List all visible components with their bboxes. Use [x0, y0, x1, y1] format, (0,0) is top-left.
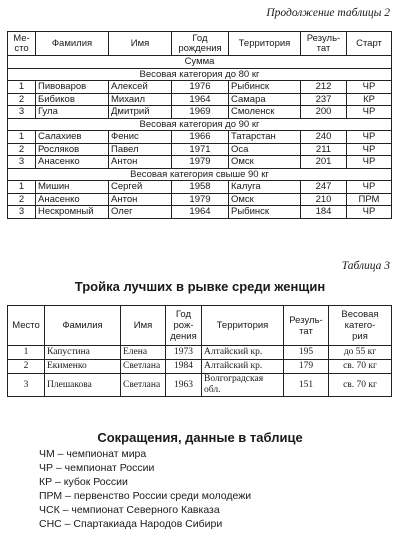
table-cell: Омск	[229, 156, 301, 169]
table-cell: 2	[8, 93, 36, 106]
weight-category-label: Весовая категория до 80 кг	[8, 68, 392, 81]
table-cell: Сергей	[109, 181, 172, 194]
table-cell: 179	[284, 360, 329, 374]
sum-row	[8, 56, 392, 69]
table-cell: 1	[8, 181, 36, 194]
table-cell: Мишин	[36, 181, 109, 194]
table-row	[8, 81, 392, 94]
abbreviation-item: СНС – Спартакиада Народов Сибири	[39, 518, 223, 530]
weight-category-row	[8, 68, 392, 81]
table-body	[8, 346, 392, 397]
table-cell: Алексей	[109, 81, 172, 94]
table-cell: Пивоваров	[36, 81, 109, 94]
table2-caption: Продолжение таблицы 2	[266, 7, 390, 19]
table-cell: 1984	[166, 360, 202, 374]
table-cell: св. 70 кг	[329, 360, 392, 374]
table-cell: ЧР	[347, 106, 392, 119]
column-header: Старт	[347, 32, 392, 56]
table-cell: ЧР	[347, 206, 392, 219]
column-header: Территория	[229, 32, 301, 56]
column-header: Имя	[109, 32, 172, 56]
table-cell: Оса	[229, 143, 301, 156]
table-cell: ЧР	[347, 156, 392, 169]
table-cell: Светлана	[121, 374, 166, 397]
women-snatch-table	[7, 305, 392, 397]
abbreviation-item: КР – кубок России	[39, 476, 128, 488]
table-cell: ЧР	[347, 181, 392, 194]
table-cell: ЧР	[347, 81, 392, 94]
table3-title: Тройка лучших в рывке среди женщин	[74, 279, 326, 294]
table-row	[8, 181, 392, 194]
weight-category-row	[8, 168, 392, 181]
column-header: Территория	[202, 306, 284, 346]
table-cell: 247	[301, 181, 347, 194]
column-header: Ме- сто	[8, 32, 36, 56]
table-cell: св. 70 кг	[329, 374, 392, 397]
column-header: Резуль- тат	[301, 32, 347, 56]
table-cell: 1971	[172, 143, 229, 156]
table-cell: 2	[8, 193, 36, 206]
table-cell: 195	[284, 346, 329, 360]
table-cell: 210	[301, 193, 347, 206]
abbreviation-item: ПРМ – первенство России среди молодежи	[39, 490, 252, 502]
table-row	[8, 206, 392, 219]
table-cell: 1958	[172, 181, 229, 194]
table-cell: КР	[347, 93, 392, 106]
table-cell: 1969	[172, 106, 229, 119]
table-cell: 200	[301, 106, 347, 119]
column-header: Весовая катего- рия	[329, 306, 392, 346]
table-cell: 3	[8, 374, 45, 397]
table-cell: до 55 кг	[329, 346, 392, 360]
table-cell: Бибиков	[36, 93, 109, 106]
table-cell: 151	[284, 374, 329, 397]
table-cell: 3	[8, 156, 36, 169]
table-row	[8, 131, 392, 144]
table-cell: 1973	[166, 346, 202, 360]
table-cell: Светлана	[121, 360, 166, 374]
table-cell: Гула	[36, 106, 109, 119]
column-header: Имя	[121, 306, 166, 346]
table-cell: Анасенко	[36, 193, 109, 206]
table-cell: Михаил	[109, 93, 172, 106]
table-cell: 1966	[172, 131, 229, 144]
table-row	[8, 193, 392, 206]
table-cell: 2	[8, 143, 36, 156]
table-cell: Алтайский кр.	[202, 346, 284, 360]
table-cell: Фенис	[109, 131, 172, 144]
weight-category-label: Весовая категория свыше 90 кг	[8, 168, 392, 181]
table-cell: Антон	[109, 193, 172, 206]
table-cell: 1979	[172, 193, 229, 206]
abbreviations-title: Сокращения, данные в таблице	[97, 430, 303, 445]
table-cell: 2	[8, 360, 45, 374]
table-cell: Омск	[229, 193, 301, 206]
results-table-continued	[7, 31, 392, 219]
column-header: Место	[8, 306, 45, 346]
table-cell: 3	[8, 206, 36, 219]
table-cell: 1	[8, 131, 36, 144]
table-row	[8, 374, 392, 397]
column-header: Год рождения	[172, 32, 229, 56]
weight-category-label: Весовая категория до 90 кг	[8, 118, 392, 131]
table-cell: Калуга	[229, 181, 301, 194]
table3-caption: Таблица 3	[341, 260, 390, 272]
table-cell: Олег	[109, 206, 172, 219]
table-cell: 1976	[172, 81, 229, 94]
table-cell: Капустина	[45, 346, 121, 360]
table-cell: 184	[301, 206, 347, 219]
table-cell: 1964	[172, 93, 229, 106]
table-cell: Павел	[109, 143, 172, 156]
table-cell: Рыбинск	[229, 206, 301, 219]
table-cell: Елена	[121, 346, 166, 360]
column-header: Фамилия	[36, 32, 109, 56]
table-cell: Анасенко	[36, 156, 109, 169]
table-cell: ПРМ	[347, 193, 392, 206]
abbreviations-list	[39, 447, 251, 531]
table-cell: 1	[8, 346, 45, 360]
table-cell: Плешакова	[45, 374, 121, 397]
table-cell: Волгоградская обл.	[202, 374, 284, 397]
table-row	[8, 93, 392, 106]
table-cell: 1979	[172, 156, 229, 169]
table-cell: 1963	[166, 374, 202, 397]
table-cell: 237	[301, 93, 347, 106]
table-row	[8, 360, 392, 374]
table-header-row	[8, 32, 392, 56]
table-cell: 1	[8, 81, 36, 94]
table-cell: 211	[301, 143, 347, 156]
table-cell: 240	[301, 131, 347, 144]
table-cell: Нескромный	[36, 206, 109, 219]
table-cell: 201	[301, 156, 347, 169]
table-body	[8, 56, 392, 219]
abbreviation-item: ЧСК – чемпионат Северного Кавказа	[39, 504, 220, 516]
column-header: Год рож- дения	[166, 306, 202, 346]
table-cell: 212	[301, 81, 347, 94]
abbreviation-item: ЧР – чемпионат России	[39, 462, 155, 474]
table-cell: Росляков	[36, 143, 109, 156]
table-header-row	[8, 306, 392, 346]
abbreviation-item: ЧМ – чемпионат мира	[39, 448, 147, 460]
table-cell: ЧР	[347, 143, 392, 156]
column-header: Фамилия	[45, 306, 121, 346]
table-row	[8, 143, 392, 156]
column-header: Резуль- тат	[284, 306, 329, 346]
table-cell: Антон	[109, 156, 172, 169]
table-cell: Самара	[229, 93, 301, 106]
table-cell: Екименко	[45, 360, 121, 374]
table-cell: Салахиев	[36, 131, 109, 144]
table-cell: 3	[8, 106, 36, 119]
table-row	[8, 156, 392, 169]
table-row	[8, 346, 392, 360]
table-cell: ЧР	[347, 131, 392, 144]
table-cell: Дмитрий	[109, 106, 172, 119]
table-row	[8, 106, 392, 119]
table-cell: Рыбинск	[229, 81, 301, 94]
table-cell: 1964	[172, 206, 229, 219]
table-cell: Смоленск	[229, 106, 301, 119]
weight-category-row	[8, 118, 392, 131]
table-cell: Татарстан	[229, 131, 301, 144]
table-cell: Алтайский кр.	[202, 360, 284, 374]
sum-label: Сумма	[8, 56, 392, 69]
